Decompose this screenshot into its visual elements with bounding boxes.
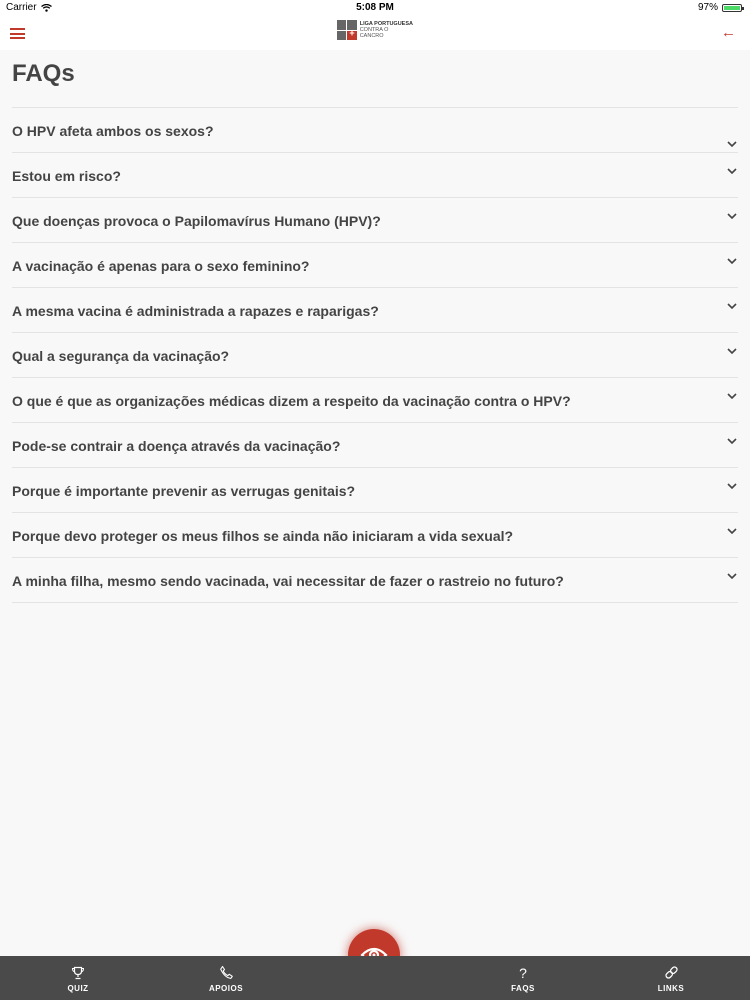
app-header (0, 16, 750, 50)
logo-mark (337, 20, 357, 40)
logo-text (360, 21, 413, 39)
faq-question: Que doenças provoca o Papilomavírus Humano (HPV)? (12, 213, 381, 229)
battery-percent: 97% (697, 2, 718, 13)
faq-item[interactable] (12, 198, 738, 243)
faq-item[interactable] (12, 108, 738, 153)
tab-quiz-label: QUIZ (67, 983, 89, 993)
faq-question: A minha filha, mesmo sendo vacinada, vai necessitar de fazer o rastreio no futuro? (12, 573, 564, 589)
tab-bar (0, 956, 750, 1000)
trophy-icon (71, 966, 85, 980)
phone-icon (219, 965, 234, 980)
tab-faqs[interactable] (503, 956, 543, 1000)
faq-list (12, 107, 738, 603)
faq-question: Qual a segurança da vacinação? (12, 348, 230, 364)
chevron-down-icon (726, 138, 738, 150)
faq-question: O que é que as organizações médicas dizem a respeito da vacinação contra o HPV? (12, 393, 571, 409)
link-icon (664, 965, 679, 980)
tab-apoios-label: APOIOS (208, 983, 244, 993)
faq-question: Estou em risco? (12, 168, 121, 184)
page-title: FAQs (12, 60, 75, 87)
tab-apoios[interactable] (201, 956, 251, 1000)
chevron-down-icon (726, 255, 738, 267)
tab-faqs-label: FAQS (511, 983, 535, 993)
faq-question: A vacinação é apenas para o sexo feminino? (12, 258, 310, 274)
chevron-down-icon (726, 345, 738, 357)
faq-question: Porque devo proteger os meus filhos se ainda não iniciaram a vida sexual? (12, 528, 514, 544)
faq-item[interactable] (12, 333, 738, 378)
faq-item[interactable] (12, 513, 738, 558)
menu-icon[interactable] (10, 28, 25, 39)
logo-line-1: LIGA PORTUGUESA (359, 21, 413, 27)
status-time: 5:08 PM (356, 2, 394, 13)
faq-item[interactable] (12, 558, 738, 603)
tab-links-label: LINKS (657, 983, 685, 993)
faq-item[interactable] (12, 423, 738, 468)
chevron-down-icon (726, 390, 738, 402)
tab-quiz[interactable] (58, 956, 98, 1000)
question-icon: ? (519, 964, 527, 981)
chevron-down-icon (726, 480, 738, 492)
status-bar (0, 0, 750, 16)
logo-line-2: CONTRA O CANCRO (359, 27, 389, 39)
faq-item[interactable] (12, 243, 738, 288)
chevron-down-icon (726, 570, 738, 582)
carrier-label: Carrier (6, 2, 37, 13)
battery-icon (722, 4, 742, 12)
tab-links[interactable] (651, 956, 691, 1000)
faq-question: Pode-se contrair a doença através da vacinação? (12, 438, 341, 454)
chevron-down-icon (726, 435, 738, 447)
back-arrow-icon[interactable]: ← (721, 24, 736, 41)
chevron-down-icon (726, 210, 738, 222)
battery-group (698, 2, 742, 13)
chevron-down-icon (726, 525, 738, 537)
faq-question: A mesma vacina é administrada a rapazes e raparigas? (12, 303, 379, 319)
faq-question: O HPV afeta ambos os sexos? (12, 123, 214, 139)
faq-item[interactable] (12, 153, 738, 198)
chevron-down-icon (726, 165, 738, 177)
faq-item[interactable] (12, 378, 738, 423)
faq-question: Porque é importante prevenir as verrugas genitais? (12, 483, 356, 499)
app-logo (337, 19, 413, 41)
faq-item[interactable] (12, 468, 738, 513)
chevron-down-icon (726, 300, 738, 312)
faq-item[interactable] (12, 288, 738, 333)
